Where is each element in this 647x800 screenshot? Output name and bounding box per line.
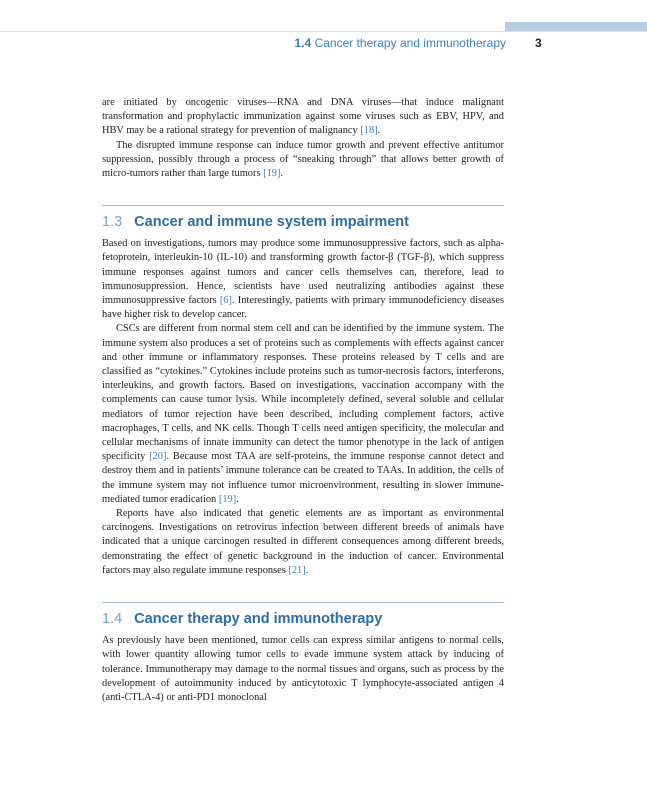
section-title: Cancer and immune system impairment: [134, 214, 409, 231]
section-1-3: [102, 205, 504, 578]
paragraph-text: Reports have also indicated that genetic elements are as important as environmental carcinogens. Investigations on retrovirus infection between different breeds of animals have indicated that a unique carcinogen resulted in different consequences among different breeds, demonstrating the effect of genetic background in the induction of cancer. Environmental factors may also regulate immune responses: [102, 508, 504, 576]
citation-link[interactable]: [18]: [360, 125, 378, 137]
paragraph-text: . Because most TAA are self-proteins, the immune response cannot detect and destroy them and in patients’ immune tolerance can be created to TAAs. In addition, the cells of the immune system may not influence tumor microenvironment, resulting in slower immune-mediated tumor eradication: [102, 451, 504, 505]
section-1-3-paragraph-1: [102, 237, 504, 322]
paragraph-text: . Interestingly, patients with primary immunodeficiency diseases have higher risk to develop cancer.: [102, 295, 504, 321]
paragraph-text: .: [236, 493, 239, 505]
section-rule: [102, 205, 504, 206]
paragraph-text: Based on investigations, tumors may produce some immunosuppressive factors, such as alpha-fetoprotein, interleukin-10 (IL-10) and transforming growth factor-β (TGF-β), which suppress immune responses against tumors and cancer cells themselves can, therefore, lead to immunosuppression. Hence, scientists have used neutralizing antibodies against these immunosuppressive factors: [102, 238, 504, 307]
running-head: [240, 36, 506, 50]
intro-p1-text: are initiated by oncogenic viruses—RNA and DNA viruses—that induce malignant transformation and prophylactic immunization against some viruses such as EBV, HPV, and HBV may be a rational strategy for prevention of malignancy: [102, 97, 504, 137]
section-1-3-paragraph-2: [102, 322, 504, 507]
running-head-title: Cancer therapy and immunotherapy: [314, 36, 506, 50]
section-1-3-paragraph-3: [102, 507, 504, 578]
citation-link[interactable]: [6]: [219, 295, 232, 307]
section-number: 1.3: [102, 214, 123, 231]
intro-paragraph-2: [102, 139, 504, 182]
page-body: [102, 96, 504, 705]
citation-link[interactable]: [19]: [263, 168, 281, 180]
section-title: Cancer therapy and immunotherapy: [134, 611, 383, 628]
citation-link[interactable]: [21]: [288, 564, 306, 576]
paragraph-text: .: [305, 564, 309, 576]
intro-p2-text: The disrupted immune response can induce tumor growth and prevent effective antitumor suppression, possibly through a process of “sneaking through” that allows better growth of micro-tumors rather than large tumors: [102, 139, 504, 180]
page-number: 3: [535, 36, 542, 50]
running-head-number: 1.4: [294, 36, 312, 50]
header-accent-bar: [505, 22, 647, 31]
section-1-4: [102, 602, 504, 705]
section-heading: [102, 610, 504, 628]
intro-p2-end: .: [280, 168, 284, 180]
header-rule: [0, 31, 647, 32]
intro-paragraph-1: [102, 96, 504, 139]
section-1-4-paragraph-1: As previously have been mentioned, tumor cells can express similar antigens to normal cells, with lower quantity allowing tumor cells to evade immune system attack by inducing of tolerance. Immunotherapy may damage to the normal tissues and organs, such as process by the development of autoimmunity induced by anticytotoxic T lymphocyte-associated antigen 4 (anti-CTLA-4) or anti-PD1 monoclonal: [102, 635, 504, 703]
citation-link[interactable]: [20]: [149, 451, 167, 463]
section-heading: [102, 213, 504, 231]
citation-link[interactable]: [19]: [218, 493, 237, 505]
intro-p1-end: .: [377, 125, 381, 137]
paragraph-text: CSCs are different from normal stem cell and can be identified by the immune system. The immune system also produces a set of proteins such as complements with effects against cancer and other immune or inflammatory responses. These proteins released by T cells and are classified as “cytokines.” Cytokines include proteins such as tumor-necrosis factors, interferons, interleukins, and growth factors. Based on investigations, vaccination accompany with the complements can cause tumor lysis. While incompletely defined, several soluble and cellular mediators of tumor rejection have been described, including complement factors, active macrophages, T cells, and NK cells. Though T cells need antigen specificity, the molecular and cellular mechanisms of innate immunity can detect the tumor phenotype in the lack of antigen specificity: [102, 323, 504, 463]
section-rule: [102, 602, 504, 603]
section-number: 1.4: [102, 611, 123, 628]
